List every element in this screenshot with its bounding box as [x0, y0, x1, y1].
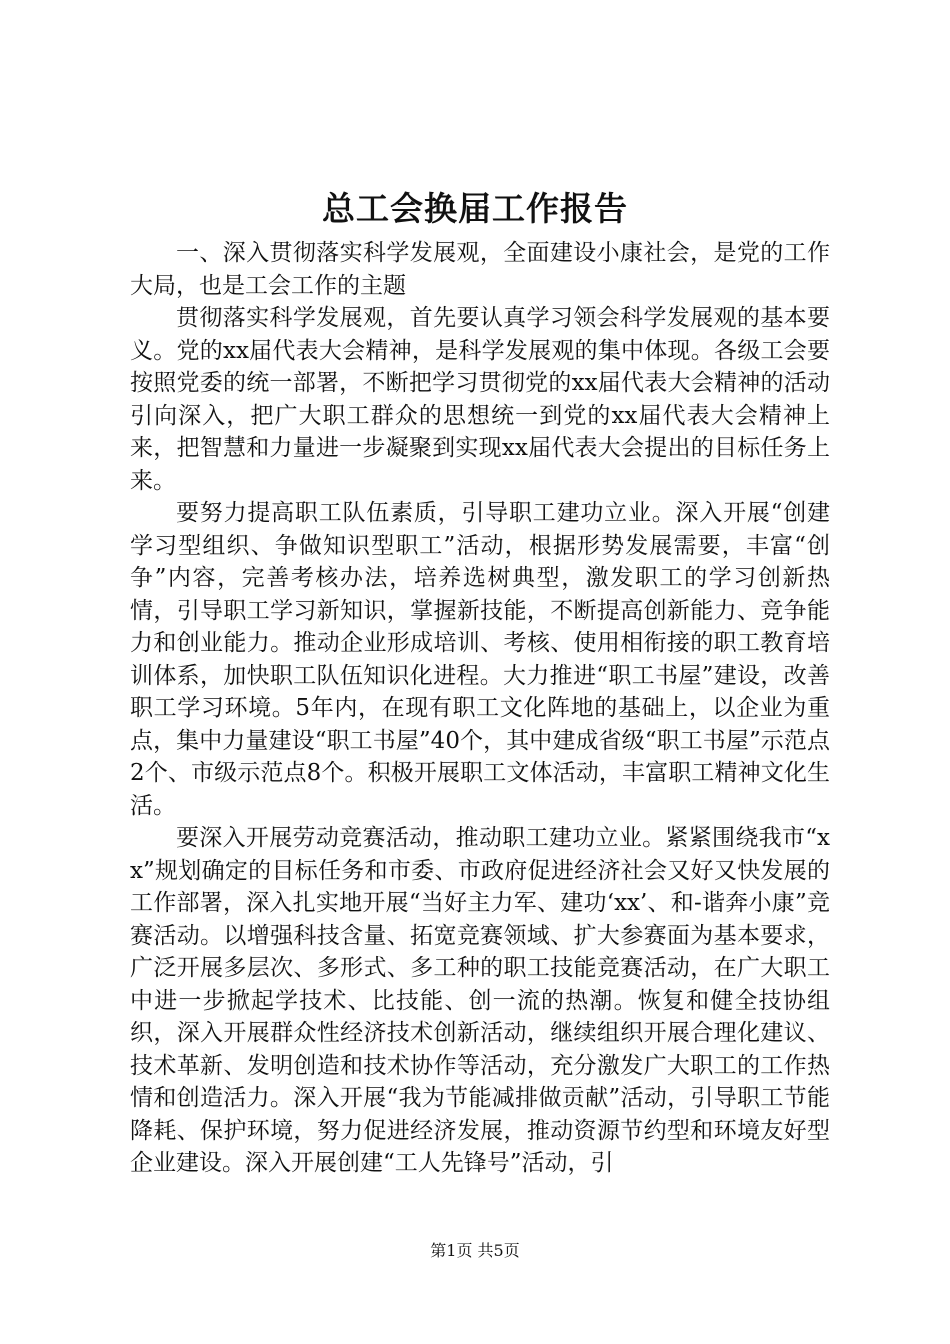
paragraph-section-heading: 一、深入贯彻落实科学发展观，全面建设小康社会，是党的工作大局，也是工会工作的主题 — [130, 240, 830, 299]
document-title: 总工会换届工作报告 — [322, 189, 628, 228]
page-number-footer: 第1页 共5页 — [430, 1241, 520, 1260]
paragraph: 要深入开展劳动竞赛活动，推动职工建功立业。紧紧围绕我市“xx”规划确定的目标任务和市委、市政府促进经济社会又好又快发展的工作部署，深入扎实地开展“当好主力军、建功‘xx’、和-谐奔小康”竞赛活动。以增强科技含量、拓宽竞赛领域、扩大参赛面为基本要求，广泛开展多层次、多形式、多工种的职工技能竞赛活动，在广大职工中进一步掀起学技术、比技能、创一流的热潮。恢复和健全技协组织，深入开展群众性经济技术创新活动，继续组织开展合理化建议、技术革新、发明创造和技术协作等活动，充分激发广大职工的工作热情和创造活力。深入开展“我为节能减排做贡献”活动，引导职工节能降耗、保护环境，努力促进经济发展，推动资源节约型和环境友好型企业建设。深入开展创建“工人先锋号”活动，引 — [130, 825, 830, 1176]
document-body — [130, 237, 830, 1180]
paragraph: 要努力提高职工队伍素质，引导职工建功立业。深入开展“创建学习型组织、争做知识型职工”活动，根据形势发展需要，丰富“创争”内容，完善考核办法，培养选树典型，激发职工的学习创新热情，引导职工学习新知识，掌握新技能，不断提高创新能力、竞争能力和创业能力。推动企业形成培训、考核、使用相衔接的职工教育培训体系，加快职工队伍知识化进程。大力推进“职工书屋”建设，改善职工学习环境。5年内，在现有职工文化阵地的基础上，以企业为重点，集中力量建设“职工书屋”40个，其中建成省级“职工书屋”示范点2个、市级示范点8个。积极开展职工文体活动，丰富职工精神文化生活。 — [130, 500, 830, 819]
paragraph: 贯彻落实科学发展观，首先要认真学习领会科学发展观的基本要义。党的xx届代表大会精神，是科学发展观的集中体现。各级工会要按照党委的统一部署，不断把学习贯彻党的xx届代表大会精神的活动引向深入，把广大职工群众的思想统一到党的xx届代表大会精神上来，把智慧和力量进一步凝聚到实现xx届代表大会提出的目标任务上来。 — [130, 305, 830, 494]
